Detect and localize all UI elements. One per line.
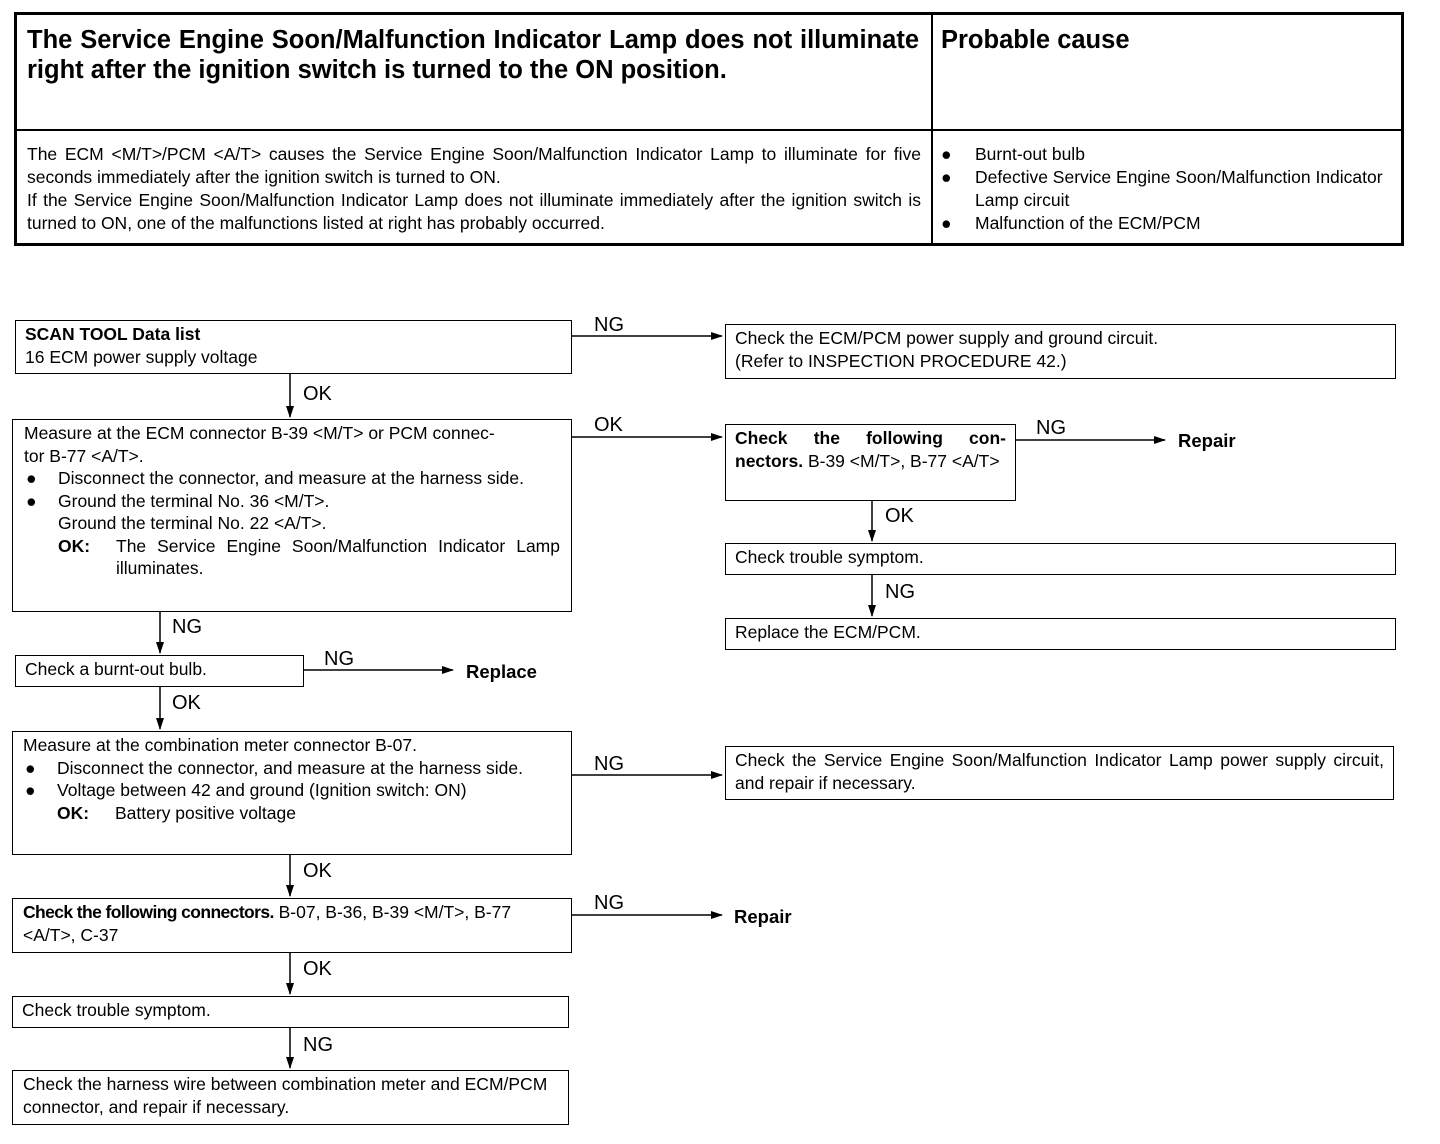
ok-label-scan: OK	[303, 383, 332, 405]
bullet-icon: ●	[941, 144, 952, 164]
measure-meter-ok	[23, 802, 562, 825]
measure-ecm-line-1: Measure at the ECM connector B-39 <M/T> or PCM connec-	[24, 423, 495, 443]
ok-label-bulb: OK	[172, 692, 201, 714]
power-check-line-2: (Refer to INSPECTION PROCEDURE 42.)	[735, 350, 1067, 371]
burnt-bulb-text: Check a burnt-out bulb.	[25, 659, 207, 679]
ng-label-conn2: NG	[594, 892, 624, 914]
ng-label-scan: NG	[594, 314, 624, 336]
ok-label: OK:	[58, 535, 91, 556]
bullet-text: Ground the terminal No. 36 <M/T>.	[58, 490, 330, 511]
probable-cause-heading: Probable cause	[941, 26, 1130, 54]
description-paragraph-2: If the Service Engine Soon/Malfunction Indicator Lamp does not illuminate immediately after the ignition switch is turned to ON, one of the malfunctions listed at right has probably occurred.	[27, 190, 921, 233]
repair-label-2: Repair	[734, 906, 792, 927]
measure-meter-bullet-2	[23, 779, 562, 802]
trouble-symptom-text: Check trouble symptom.	[22, 1000, 211, 1020]
connector-check-heading: Check the following connectors.	[23, 902, 274, 922]
measure-ecm-bullet-2	[24, 490, 560, 535]
measure-ecm-bullet-1	[24, 467, 560, 490]
scan-tool-title: SCAN TOOL Data list	[25, 324, 201, 344]
ok-label-meter: OK	[303, 860, 332, 882]
cause-text: Malfunction of the ECM/PCM	[975, 213, 1201, 233]
ng-label-measure: NG	[172, 616, 202, 638]
bullet-icon: ●	[25, 780, 36, 800]
repair-label-1: Repair	[1178, 430, 1236, 451]
power-supply-check-box	[725, 324, 1396, 379]
ok-text: The Service Engine Soon/Malfunction Indicator Lamp illuminates.	[116, 535, 560, 578]
bullet-text: Ground the terminal No. 22 <A/T>.	[58, 513, 327, 533]
ng-label-conn1: NG	[1036, 417, 1066, 439]
bullet-text: Voltage between 42 and ground (Ignition switch: ON)	[57, 780, 467, 800]
bullet-icon: ●	[941, 167, 952, 187]
measure-ecm-box	[12, 419, 572, 612]
bullet-text: Disconnect the connector, and measure at the harness side.	[58, 468, 524, 488]
ok-label-conn2: OK	[303, 958, 332, 980]
bullet-icon: ●	[941, 213, 952, 233]
trouble-symptom-box-1	[725, 543, 1396, 575]
scan-tool-item: 16 ECM power supply voltage	[25, 346, 258, 367]
power-check-line-1: Check the ECM/PCM power supply and ground circuit.	[735, 328, 1159, 348]
replace-ecm-box	[725, 618, 1396, 650]
cause-text: Burnt-out bulb	[975, 144, 1085, 164]
scan-tool-box	[15, 320, 572, 374]
bullet-icon: ●	[26, 490, 37, 511]
lamp-power-text: Check the Service Engine Soon/Malfunction Indicator Lamp power supply circuit, and repair if necessary.	[735, 750, 1384, 793]
replace-ecm-text: Replace the ECM/PCM.	[735, 622, 921, 642]
lamp-power-supply-box	[725, 746, 1394, 800]
measure-ecm-ok	[24, 535, 560, 580]
trouble-symptom-text: Check trouble symptom.	[735, 547, 924, 567]
ng-label-bulb: NG	[324, 648, 354, 670]
header-title: The Service Engine Soon/Malfunction Indicator Lamp does not illuminate right after the ignition switch is turned to the ON position.	[27, 26, 919, 84]
ok-label-conn1: OK	[885, 505, 914, 527]
measure-meter-line-1: Measure at the combination meter connector B-07.	[23, 735, 417, 755]
description-paragraph-1: The ECM <M/T>/PCM <A/T> causes the Service Engine Soon/Malfunction Indicator Lamp to illuminate for five seconds immediately after the ignition switch is turned to ON.	[27, 144, 921, 187]
ok-label: OK:	[57, 802, 90, 823]
ng-label-meter: NG	[594, 753, 624, 775]
ok-label-measure: OK	[594, 414, 623, 436]
connector-check-heading: Check the following con- nectors.	[735, 428, 1006, 471]
trouble-symptom-box-2	[12, 996, 569, 1028]
connector-check-list: B-07, B-36, B-39 <M/T>, B-77 <A/T>, C-37	[23, 902, 512, 945]
measure-meter-bullet-1	[23, 757, 562, 780]
connector-check-list: B-39 <M/T>, B-77 <A/T>	[803, 450, 1000, 471]
cause-text: Defective Service Engine Soon/Malfunction Indicator Lamp circuit	[975, 167, 1383, 210]
bullet-icon: ●	[25, 757, 36, 778]
connector-check-box-2	[12, 898, 572, 953]
burnt-bulb-box	[15, 655, 304, 687]
bullet-text: Disconnect the connector, and measure at the harness side.	[57, 757, 523, 778]
measure-meter-box	[12, 731, 572, 855]
ng-label-trouble1: NG	[885, 581, 915, 603]
replace-label: Replace	[466, 661, 537, 682]
bullet-icon: ●	[26, 468, 37, 488]
harness-wire-box	[12, 1070, 569, 1125]
harness-wire-text: Check the harness wire between combination meter and ECM/PCM connector, and repair if necessary.	[23, 1074, 548, 1117]
measure-ecm-line-2: tor B-77 <A/T>.	[24, 445, 144, 466]
ok-text: Battery positive voltage	[115, 802, 296, 823]
connector-check-box-1	[725, 424, 1016, 501]
ng-label-trouble2: NG	[303, 1034, 333, 1056]
